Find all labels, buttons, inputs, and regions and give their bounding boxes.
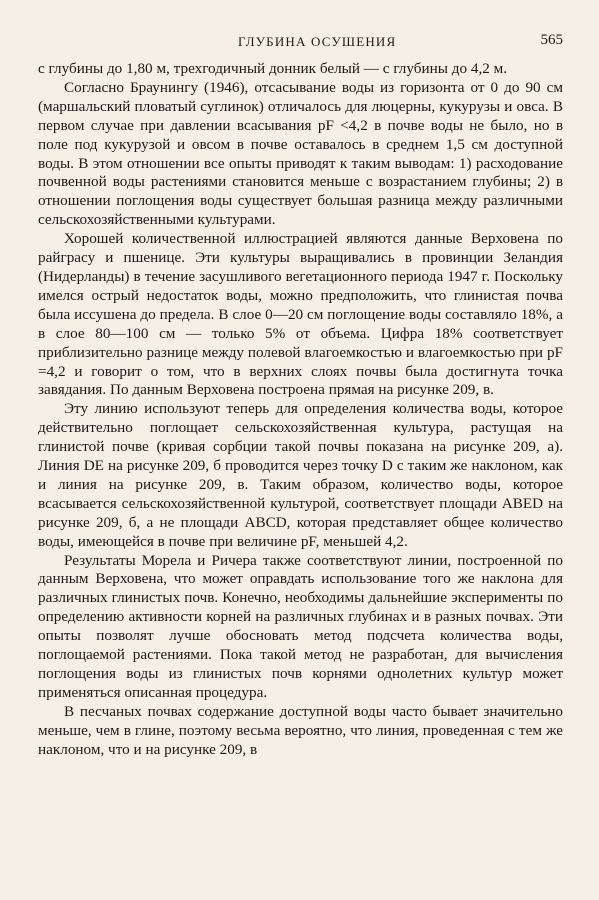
running-title: ГЛУБИНА ОСУШЕНИЯ	[238, 34, 397, 49]
paragraph-line-method: Эту линию используют теперь для определения количества воды, которое действительно поглощает сельскохозяйственная культура, растущая на глинистой почве (кривая сорбции такой почвы показана на рисунке 209, а). Линия DE на рисунке 209, б проводится через точку D с таким же наклоном, как и линия на рисунке 209, в. Таким образом, количество воды, которое всасывается сельскохозяйственной культурой, соответствует площади ABED на рисунке 209, б, а не площади ABCD, которая представляет общее количество воды, имеющейся в почве при величине pF, меньшей 4,2.	[38, 400, 563, 550]
paragraph-browning-study: Согласно Браунингу (1946), отсасывание воды из горизонта от 0 до 90 см (маршальский пловатый суглинок) отличалось для люцерны, кукурузы и овса. В первом случае при давлении всасывания pF <4,2 в почве воды не было, но в поле под кукурузой и овсом в почве оставалось в среднем 1,5 см доступной воды. В этом отношении все опыты приводят к таким выводам: 1) расходование почвенной воды растениями становится меньше с возрастанием глубины; 2) в отношении поглощения воды существует большая разница между различными сельскохозяйственными культурами.	[38, 78, 563, 229]
paragraph-continuation: с глубины до 1,80 м, трехгодичный донник белый — с глубины до 4,2 м.	[38, 60, 508, 77]
paragraph-morel-richer: Результаты Морела и Ричера также соответствуют линии, построенной по данным Верховена, что может оправдать использование того же наклона для различных глинистых почв. Конечно, необходимы дальнейшие эксперименты по определению активности корней на различных глубинах и в разных почвах. Эти опыты позволят лучше обосновать метод подсчета количества воды, поглощаемой растениями. Пока такой метод не разработан, для вычисления поглощения воды из глинистых почв корнями однолетних культур может применяться описанная процедура.	[38, 551, 563, 701]
page-number: 565	[540, 32, 563, 48]
paragraph-verhoeven-data: Хорошей количественной иллюстрацией являются данные Верховена по райграсу и пшенице. Эти культуры выращивались в провинции Зеландия (Нидерланды) в течение засушливого вегетационного периода 1947 г. Поскольку имелся острый недостаток воды, можно предположить, что глинистая почва была иссушена до предела. В слое 0—20 см поглощение воды составляло 18%, а в слое 80—100 см — только 5% от объема. Цифра 18% соответствует приблизительно разнице между полевой влагоемкостью и влагоемкостью при pF =4,2 и говорит о том, что в верхних слоях почвы была достигнута точка завядания. По данным Верховена построена прямая на рисунке 209, в.	[38, 230, 563, 399]
paragraph-sandy-soils: В песчаных почвах содержание доступной воды часто бывает значительно меньше, чем в глине, поэтому весьма вероятно, что линия, проведенная с тем же наклоном, что и на рисунке 209, в	[38, 702, 563, 758]
running-header	[38, 30, 563, 52]
body-text	[38, 60, 563, 760]
